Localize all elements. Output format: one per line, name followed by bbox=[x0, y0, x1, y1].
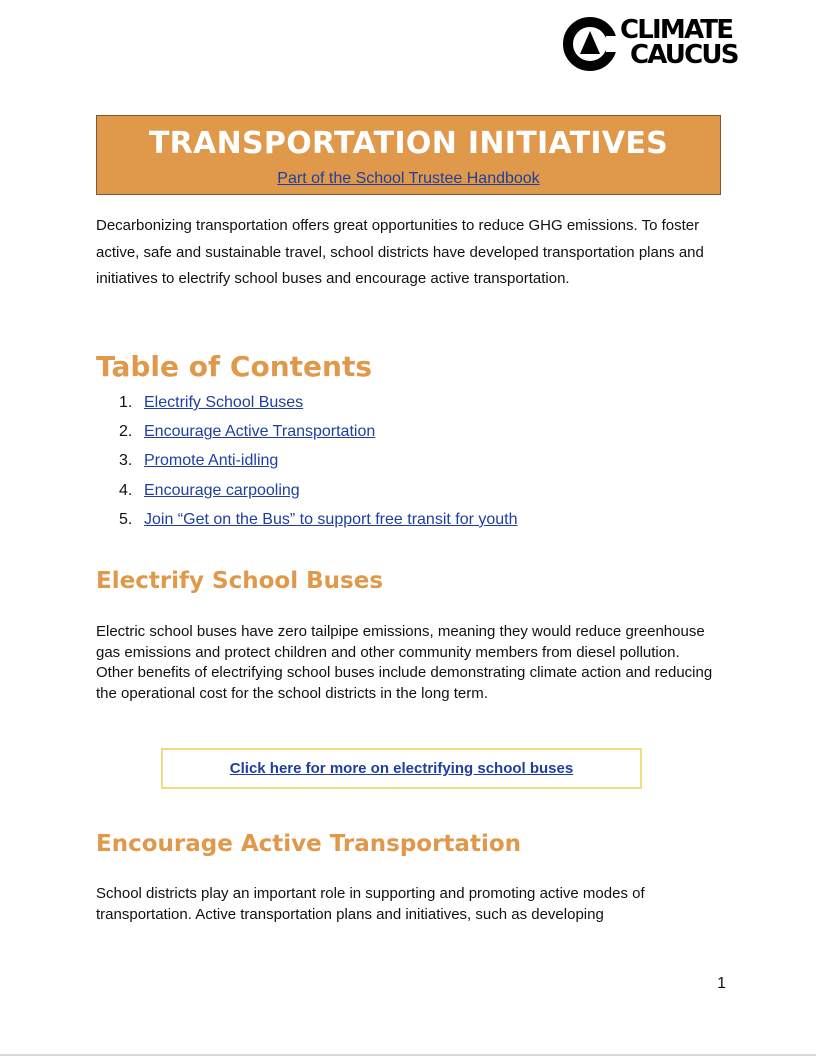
toc-link-active-transportation[interactable]: Encourage Active Transportation bbox=[144, 423, 376, 441]
toc-link-get-on-the-bus[interactable]: Join “Get on the Bus” to support free transit for youth bbox=[144, 510, 518, 528]
title-banner bbox=[96, 115, 721, 195]
toc-item bbox=[96, 449, 721, 478]
toc-item-number: 3. bbox=[119, 452, 133, 470]
section-body-active-transportation: School districts play an important role in supporting and promoting active modes of transportation. Active transportation plans and initiatives, such as developing bbox=[96, 885, 645, 923]
toc-link-anti-idling[interactable]: Promote Anti-idling bbox=[144, 452, 279, 470]
toc-link-electrify-school-buses[interactable]: Electrify School Buses bbox=[144, 394, 304, 411]
section-heading-electrify: Electrify School Buses bbox=[96, 568, 384, 594]
climate-caucus-logo bbox=[562, 16, 784, 72]
section-body-electrify: Electric school buses have zero tailpipe emissions, meaning they would reduce greenhouse gas emissions and protect children and other community members from diesel pollution. Other benefits of electrifying school buses include demonstrating climate action and reducing the operational cost for the school districts in the long term. bbox=[96, 623, 713, 702]
toc-item-number: 5. bbox=[119, 510, 133, 528]
logo-text-climate: CLIMATE bbox=[620, 15, 733, 45]
toc-link-carpooling[interactable]: Encourage carpooling bbox=[144, 481, 300, 499]
toc-item-number: 4. bbox=[119, 481, 133, 499]
table-of-contents bbox=[96, 391, 721, 537]
intro-paragraph: Decarbonizing transportation offers great opportunities to reduce GHG emissions. To foster active, safe and sustainable travel, school districts have developed transportation plans and initiatives to electrify school buses and encourage active transportation. bbox=[96, 217, 704, 288]
page-number: 1 bbox=[717, 975, 726, 992]
logo-text-caucus: CAUCUS bbox=[630, 40, 738, 70]
toc-item-number: 2. bbox=[119, 423, 133, 441]
electrify-callout-box bbox=[161, 748, 642, 789]
page-title: TRANSPORTATION INITIATIVES bbox=[148, 126, 669, 161]
section-heading-active-transportation: Encourage Active Transportation bbox=[96, 831, 522, 857]
climate-caucus-logo-icon bbox=[562, 16, 618, 72]
handbook-link[interactable]: Part of the School Trustee Handbook bbox=[277, 170, 540, 187]
toc-item-number: 1. bbox=[119, 394, 133, 411]
toc-item bbox=[96, 391, 721, 420]
toc-item bbox=[96, 479, 721, 508]
toc-item bbox=[96, 508, 721, 537]
toc-item bbox=[96, 420, 721, 449]
toc-heading: Table of Contents bbox=[96, 350, 373, 383]
electrify-more-link[interactable]: Click here for more on electrifying school buses bbox=[229, 760, 574, 777]
